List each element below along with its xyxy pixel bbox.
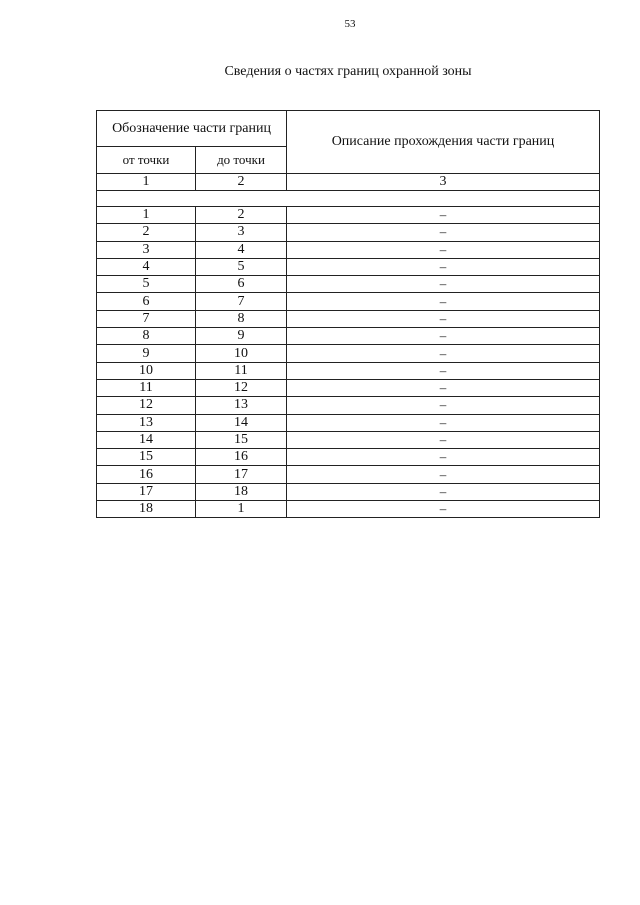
table-row <box>97 397 600 414</box>
to-point-cell: 12 <box>196 379 287 396</box>
table-row <box>97 501 600 518</box>
from-point-cell: 6 <box>97 293 196 310</box>
table-row <box>97 483 600 500</box>
table-row <box>97 414 600 431</box>
to-point-cell: 5 <box>196 258 287 275</box>
to-point-cell: 13 <box>196 397 287 414</box>
description-cell: – <box>287 501 600 518</box>
column-number-2: 2 <box>196 174 287 191</box>
from-point-cell: 11 <box>97 379 196 396</box>
from-point-cell: 3 <box>97 241 196 258</box>
from-point-cell: 7 <box>97 310 196 327</box>
from-point-cell: 14 <box>97 431 196 448</box>
header-description: Описание прохождения части границ <box>287 111 600 174</box>
from-point-cell: 16 <box>97 466 196 483</box>
description-cell: – <box>287 414 600 431</box>
table-row <box>97 241 600 258</box>
to-point-cell: 3 <box>196 224 287 241</box>
table-row <box>97 224 600 241</box>
from-point-cell: 8 <box>97 328 196 345</box>
table-row <box>97 276 600 293</box>
table-row <box>97 379 600 396</box>
to-point-cell: 17 <box>196 466 287 483</box>
from-point-cell: 15 <box>97 449 196 466</box>
description-cell: – <box>287 207 600 224</box>
page-title: Сведения о частях границ охранной зоны <box>224 64 472 79</box>
description-cell: – <box>287 310 600 327</box>
description-cell: – <box>287 224 600 241</box>
table-row <box>97 345 600 362</box>
description-cell: – <box>287 276 600 293</box>
description-cell: – <box>287 362 600 379</box>
table-row <box>97 466 600 483</box>
description-cell: – <box>287 241 600 258</box>
to-point-cell: 14 <box>196 414 287 431</box>
table-body <box>97 111 600 518</box>
from-point-cell: 17 <box>97 483 196 500</box>
to-point-cell: 8 <box>196 310 287 327</box>
table-row <box>97 293 600 310</box>
to-point-cell: 16 <box>196 449 287 466</box>
description-cell: – <box>287 258 600 275</box>
from-point-cell: 9 <box>97 345 196 362</box>
page-number: 53 <box>344 18 356 30</box>
description-cell: – <box>287 431 600 448</box>
table-row <box>97 207 600 224</box>
to-point-cell: 15 <box>196 431 287 448</box>
column-number-1: 1 <box>97 174 196 191</box>
description-cell: – <box>287 293 600 310</box>
header-row <box>97 111 600 147</box>
to-point-cell: 2 <box>196 207 287 224</box>
description-cell: – <box>287 397 600 414</box>
column-number-row <box>97 174 600 191</box>
to-point-cell: 11 <box>196 362 287 379</box>
description-cell: – <box>287 328 600 345</box>
table-row <box>97 431 600 448</box>
table-row <box>97 362 600 379</box>
description-cell: – <box>287 379 600 396</box>
to-point-cell: 6 <box>196 276 287 293</box>
to-point-cell: 10 <box>196 345 287 362</box>
from-point-cell: 4 <box>97 258 196 275</box>
header-to-point: до точки <box>196 147 287 174</box>
description-cell: – <box>287 483 600 500</box>
from-point-cell: 12 <box>97 397 196 414</box>
description-cell: – <box>287 345 600 362</box>
from-point-cell: 13 <box>97 414 196 431</box>
to-point-cell: 1 <box>196 501 287 518</box>
from-point-cell: 1 <box>97 207 196 224</box>
empty-cell <box>97 191 600 207</box>
to-point-cell: 9 <box>196 328 287 345</box>
from-point-cell: 10 <box>97 362 196 379</box>
table-row <box>97 328 600 345</box>
header-part-designation: Обозначение части границ <box>97 111 287 147</box>
boundary-parts-table <box>96 110 600 518</box>
table-row <box>97 449 600 466</box>
from-point-cell: 18 <box>97 501 196 518</box>
from-point-cell: 5 <box>97 276 196 293</box>
to-point-cell: 4 <box>196 241 287 258</box>
table-row <box>97 310 600 327</box>
empty-row <box>97 191 600 207</box>
description-cell: – <box>287 449 600 466</box>
description-cell: – <box>287 466 600 483</box>
to-point-cell: 7 <box>196 293 287 310</box>
to-point-cell: 18 <box>196 483 287 500</box>
column-number-3: 3 <box>287 174 600 191</box>
header-from-point: от точки <box>97 147 196 174</box>
table-row <box>97 258 600 275</box>
from-point-cell: 2 <box>97 224 196 241</box>
